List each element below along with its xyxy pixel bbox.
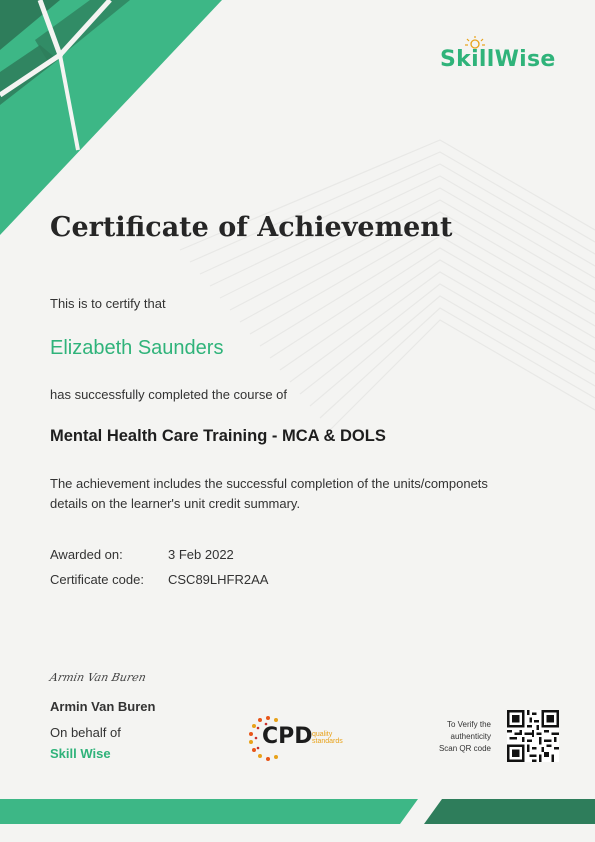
description-line-2: details on the learner's unit credit summary. <box>50 496 301 511</box>
bottom-band <box>0 799 595 824</box>
cpd-sub-standards: standards <box>312 738 343 745</box>
code-value: CSC89LHFR2AA <box>168 572 269 587</box>
course-name: Mental Health Care Training - MCA & DOLS <box>50 427 386 445</box>
verify-line-3: Scan QR code <box>438 744 491 753</box>
signer-name: Armin Van Buren <box>50 699 156 714</box>
verify-line-2: authenticity <box>450 732 491 741</box>
signature-script: Armin Van Buren <box>48 671 148 684</box>
code-label: Certificate code: <box>50 572 144 587</box>
skillwise-logo <box>440 36 570 76</box>
cpd-sub-quality: quality <box>312 731 333 738</box>
recipient-name: Elizabeth Saunders <box>50 337 224 359</box>
cpd-logo <box>248 714 358 764</box>
description-line-1: The achievement includes the successful completion of the units/componets <box>50 476 488 491</box>
certificate-title: Certificate of Achievement <box>50 212 453 243</box>
description <box>50 474 530 514</box>
awarded-value: 3 Feb 2022 <box>168 547 234 562</box>
brand-name: SkillWise <box>440 47 556 72</box>
verify-line-1: To Verify the <box>446 720 491 729</box>
cpd-label: CPD <box>262 724 313 749</box>
intro-text: This is to certify that <box>50 296 166 311</box>
awarded-label: Awarded on: <box>50 547 123 562</box>
qr-code-icon[interactable] <box>507 710 559 762</box>
organization-name: Skill Wise <box>50 746 111 761</box>
behalf-label: On behalf of <box>50 725 121 740</box>
verify-text <box>411 719 491 755</box>
corner-decoration <box>0 0 230 240</box>
completed-text: has successfully completed the course of <box>50 387 288 402</box>
